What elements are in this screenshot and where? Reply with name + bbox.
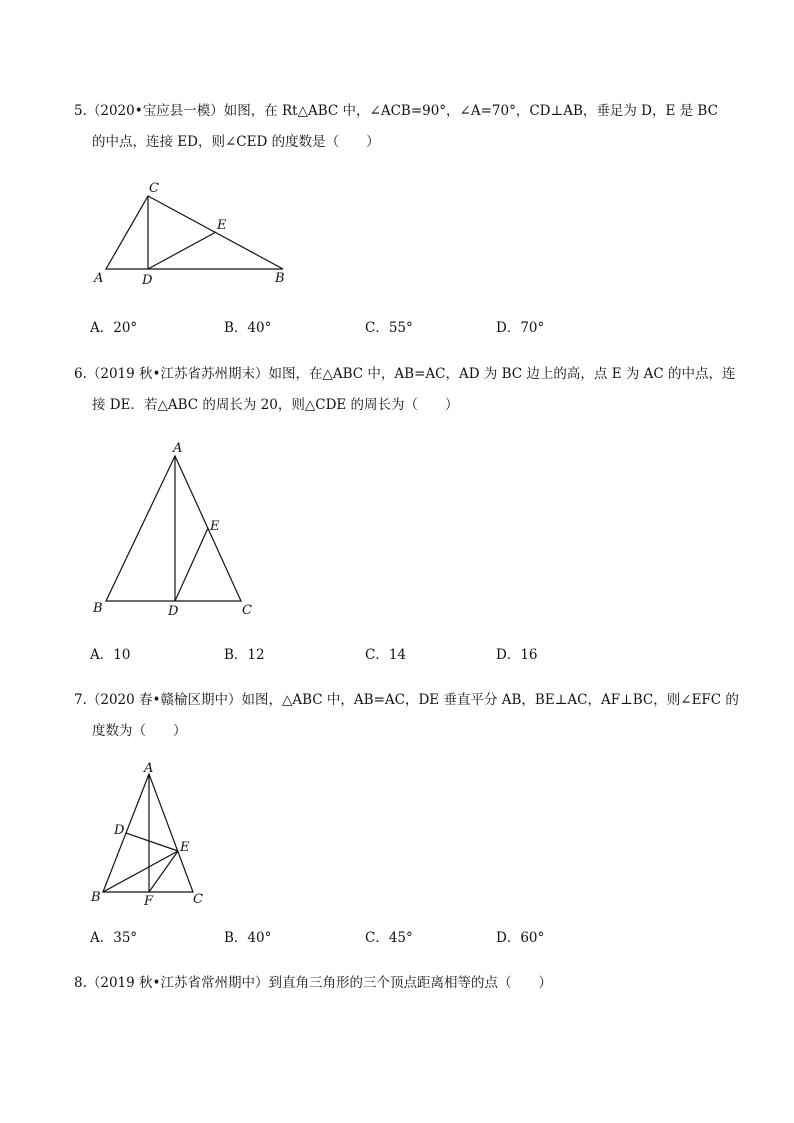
q5-stem-line1: 5.（2020•宝应县一模）如图，在 Rt△ABC 中，∠ACB=90°，∠A=70°，CD⊥AB，垂足为 D，E 是 BC	[74, 103, 718, 119]
q7-label-e: E	[180, 840, 190, 855]
q6-stem-line2: 接 DE．若△ABC 的周长为 20，则△CDE 的周长为（ ）	[92, 397, 459, 413]
q5-label-d: D	[142, 273, 153, 288]
q6-option-a[interactable]: A．10	[90, 647, 131, 663]
q6-label-e: E	[210, 519, 220, 534]
q7-segment-be	[103, 851, 178, 892]
q6-label-c: C	[242, 603, 252, 618]
q5-option-c[interactable]: C．55°	[365, 320, 413, 336]
q5-label-b: B	[275, 271, 285, 286]
q6-option-c[interactable]: C．14	[365, 647, 407, 663]
q7-label-a: A	[144, 761, 154, 776]
q6-option-d[interactable]: D．16	[496, 647, 538, 663]
q7-option-b[interactable]: B．40°	[224, 930, 272, 946]
q6-stem-line1: 6.（2019 秋•江苏省苏州期末）如图，在△ABC 中，AB=AC，AD 为 BC 边上的高，点 E 为 AC 的中点，连	[74, 366, 736, 382]
q6-label-a: A	[173, 441, 183, 456]
q7-label-b: B	[91, 890, 101, 905]
q5-option-a[interactable]: A．20°	[90, 320, 138, 336]
q6-label-b: B	[93, 601, 103, 616]
q7-label-f: F	[144, 894, 154, 909]
q7-option-d[interactable]: D．60°	[496, 930, 545, 946]
q7-label-d: D	[114, 823, 125, 838]
q5-option-d[interactable]: D．70°	[496, 320, 545, 336]
q7-segment-de	[126, 833, 178, 851]
q5-option-b[interactable]: B．40°	[224, 320, 272, 336]
q8-stem-line1: 8.（2019 秋•江苏省常州期中）到直角三角形的三个顶点距离相等的点（ ）	[74, 975, 552, 991]
q7-stem-line1: 7.（2020 春•赣榆区期中）如图，△ABC 中，AB=AC，DE 垂直平分 AB，BE⊥AC，AF⊥BC，则∠EFC 的	[74, 692, 739, 708]
q5-label-a: A	[94, 271, 104, 286]
q7-segment-ef	[149, 851, 178, 892]
q5-label-e: E	[217, 218, 227, 233]
q7-label-c: C	[193, 892, 203, 907]
q7-option-c[interactable]: C．45°	[365, 930, 413, 946]
q6-option-b[interactable]: B．12	[224, 647, 265, 663]
q6-label-d: D	[168, 604, 179, 619]
q5-stem-line2: 的中点，连接 ED，则∠CED 的度数是（ ）	[92, 134, 380, 150]
q5-label-c: C	[149, 181, 159, 196]
q7-stem-line2: 度数为（ ）	[92, 723, 187, 739]
q7-option-a[interactable]: A．35°	[90, 930, 138, 946]
